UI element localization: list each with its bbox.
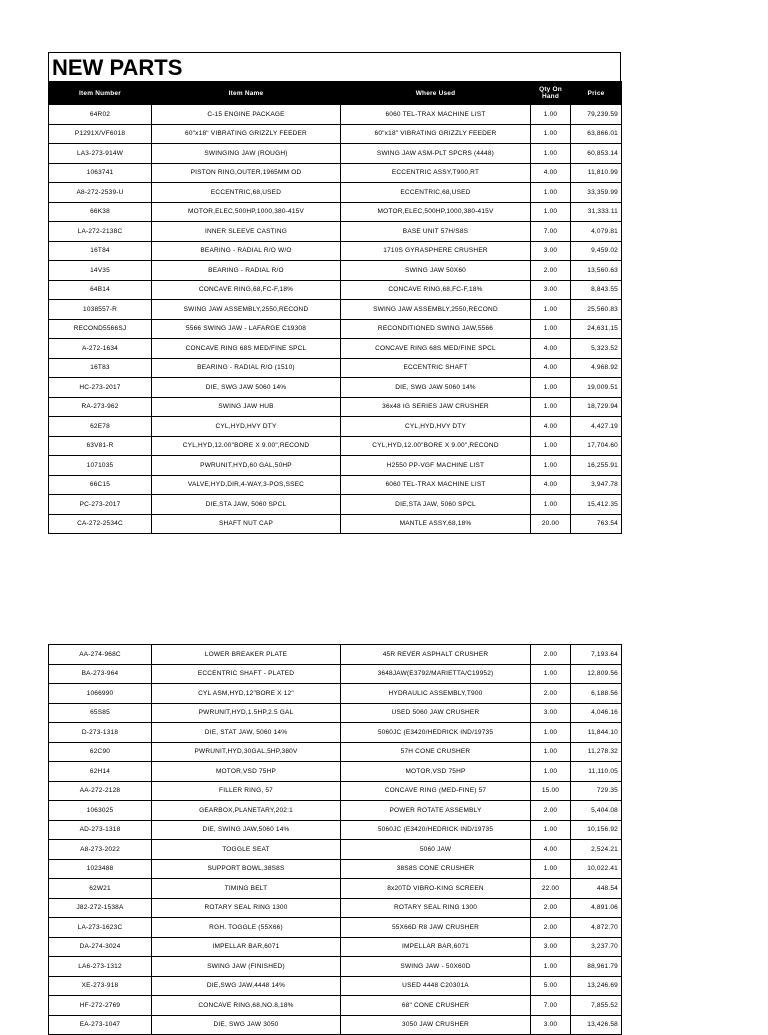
cell-qty-on-hand: 1.00 xyxy=(531,495,571,515)
cell-where-used: USED 5060 JAW CRUSHER xyxy=(341,703,531,723)
table-row xyxy=(49,105,622,125)
cell-item-number: RECOND5566SJ xyxy=(49,319,152,339)
cell-price: 11,810.99 xyxy=(571,163,622,183)
cell-qty-on-hand: 2.00 xyxy=(531,918,571,938)
table-row xyxy=(49,241,622,261)
cell-where-used: 3050 JAW CRUSHER xyxy=(341,1015,531,1035)
cell-qty-on-hand: 4.00 xyxy=(531,417,571,437)
cell-item-number: AD-273-1318 xyxy=(49,820,152,840)
cell-price: 6,188.56 xyxy=(571,684,622,704)
cell-item-number: 1071035 xyxy=(49,456,152,476)
table-row xyxy=(49,358,622,378)
cell-item-name: SHAFT NUT CAP xyxy=(152,514,341,534)
cell-item-number: 62C90 xyxy=(49,742,152,762)
table-row xyxy=(49,918,622,938)
table-row xyxy=(49,859,622,879)
cell-item-name: CONCAVE RING,68,NO.8,18% xyxy=(152,996,341,1016)
table-row xyxy=(49,183,622,203)
cell-item-number: XE-273-918 xyxy=(49,976,152,996)
cell-where-used: 5060JC (E3420/HEDRICK IND/19735 xyxy=(341,723,531,743)
cell-item-name: LOWER BREAKER PLATE xyxy=(152,645,341,665)
cell-item-number: A8-273-2022 xyxy=(49,840,152,860)
header-where-used: Where Used xyxy=(341,82,531,105)
cell-price: 4,046.16 xyxy=(571,703,622,723)
cell-where-used: 6060 TEL-TRAX MACHINE LIST xyxy=(341,105,531,125)
cell-where-used: CONCAVE RING 68S MED/FINE SPCL xyxy=(341,339,531,359)
table-row xyxy=(49,840,622,860)
table-row xyxy=(49,781,622,801)
cell-where-used: 38S8S CONE CRUSHER xyxy=(341,859,531,879)
cell-item-name: BEARING - RADIAL R/O (1510) xyxy=(152,358,341,378)
cell-item-name: DIE, SWG JAW 5060 14% xyxy=(152,378,341,398)
cell-item-number: 66C15 xyxy=(49,475,152,495)
cell-where-used: RECONDITIONED SWING JAW,5566 xyxy=(341,319,531,339)
cell-price: 7,855.52 xyxy=(571,996,622,1016)
cell-where-used: 57H CONE CRUSHER xyxy=(341,742,531,762)
cell-item-number: RA-273-962 xyxy=(49,397,152,417)
cell-item-name: 5566 SWING JAW - LAFARGE C19308 xyxy=(152,319,341,339)
cell-qty-on-hand: 7.00 xyxy=(531,222,571,242)
cell-price: 5,323.52 xyxy=(571,339,622,359)
page-title: NEW PARTS xyxy=(48,52,621,81)
cell-where-used: 6060 TEL-TRAX MACHINE LIST xyxy=(341,475,531,495)
cell-item-number: J82-272-1538A xyxy=(49,898,152,918)
cell-qty-on-hand: 2.00 xyxy=(531,261,571,281)
cell-price: 88,961.79 xyxy=(571,957,622,977)
cell-item-number: 63V81-R xyxy=(49,436,152,456)
cell-price: 4,427.19 xyxy=(571,417,622,437)
table-row xyxy=(49,514,622,534)
cell-qty-on-hand: 2.00 xyxy=(531,645,571,665)
cell-price: 79,239.59 xyxy=(571,105,622,125)
cell-where-used: 45R REVER ASPHALT CRUSHER xyxy=(341,645,531,665)
table-row xyxy=(49,319,622,339)
header-price: Price xyxy=(571,82,622,105)
cell-price: 25,560.83 xyxy=(571,300,622,320)
cell-item-name: C-15 ENGINE PACKAGE xyxy=(152,105,341,125)
cell-price: 5,404.08 xyxy=(571,801,622,821)
table-row xyxy=(49,339,622,359)
cell-item-number: BA-273-964 xyxy=(49,664,152,684)
cell-item-number: LA-273-1623C xyxy=(49,918,152,938)
cell-qty-on-hand: 1.00 xyxy=(531,183,571,203)
cell-price: 2,524.21 xyxy=(571,840,622,860)
cell-item-name: PISTON RING,OUTER,1965MM OD xyxy=(152,163,341,183)
cell-where-used: BASE UNIT 57H/S8S xyxy=(341,222,531,242)
parts-sheet-2 xyxy=(48,644,621,1035)
table-row xyxy=(49,124,622,144)
cell-qty-on-hand: 3.00 xyxy=(531,280,571,300)
cell-where-used: POWER ROTATE ASSEMBLY xyxy=(341,801,531,821)
table-row xyxy=(49,378,622,398)
header-item-number: Item Number xyxy=(49,82,152,105)
cell-where-used: MOTOR,ELEC,500HP,1000,380-415V xyxy=(341,202,531,222)
cell-price: 4,872.70 xyxy=(571,918,622,938)
cell-item-name: ECCENTRIC SHAFT - PLATED xyxy=(152,664,341,684)
header-qty-on-hand: Qty On Hand xyxy=(531,82,571,105)
cell-price: 448.54 xyxy=(571,879,622,899)
cell-item-name: PWRUNIT,HYD,60 GAL,50HP xyxy=(152,456,341,476)
cell-item-name: DIE,SWG JAW,4448 14% xyxy=(152,976,341,996)
cell-qty-on-hand: 5.00 xyxy=(531,976,571,996)
cell-price: 4,891.06 xyxy=(571,898,622,918)
cell-qty-on-hand: 1.00 xyxy=(531,397,571,417)
cell-price: 19,009.51 xyxy=(571,378,622,398)
cell-qty-on-hand: 7.00 xyxy=(531,996,571,1016)
cell-where-used: SWING JAW 50X60 xyxy=(341,261,531,281)
cell-where-used: 1710S GYRASPHERE CRUSHER xyxy=(341,241,531,261)
cell-qty-on-hand: 1.00 xyxy=(531,319,571,339)
cell-item-name: DIE,STA JAW, 5060 SPCL xyxy=(152,495,341,515)
cell-item-number: 1023488 xyxy=(49,859,152,879)
cell-item-name: INNER SLEEVE CASTING xyxy=(152,222,341,242)
table-row xyxy=(49,163,622,183)
cell-price: 8,843.55 xyxy=(571,280,622,300)
cell-item-name: SWING JAW ASSEMBLY,2550,RECOND xyxy=(152,300,341,320)
table-row xyxy=(49,456,622,476)
table-row xyxy=(49,703,622,723)
cell-item-number: PC-273-2017 xyxy=(49,495,152,515)
cell-price: 9,459.02 xyxy=(571,241,622,261)
cell-qty-on-hand: 4.00 xyxy=(531,475,571,495)
table-row xyxy=(49,723,622,743)
table-row xyxy=(49,202,622,222)
table-row xyxy=(49,664,622,684)
table-row xyxy=(49,801,622,821)
cell-qty-on-hand: 20.00 xyxy=(531,514,571,534)
cell-item-name: GEARBOX,PLANETARY,202:1 xyxy=(152,801,341,821)
cell-price: 13,560.63 xyxy=(571,261,622,281)
cell-item-name: TOGGLE SEAT xyxy=(152,840,341,860)
cell-where-used: 55X66D R8 JAW CRUSHER xyxy=(341,918,531,938)
cell-item-number: D-273-1318 xyxy=(49,723,152,743)
cell-item-name: PWRUNIT,HYD,1.5HP,2.5 GAL xyxy=(152,703,341,723)
cell-qty-on-hand: 4.00 xyxy=(531,358,571,378)
cell-qty-on-hand: 1.00 xyxy=(531,436,571,456)
parts-table-2 xyxy=(48,644,622,1035)
cell-item-name: CYL ASM,HYD,12"BORE X 12" xyxy=(152,684,341,704)
cell-item-number: LA-272-2138C xyxy=(49,222,152,242)
cell-price: 15,412.35 xyxy=(571,495,622,515)
cell-item-number: A8-272-2539-U xyxy=(49,183,152,203)
cell-item-name: 60"x18" VIBRATING GRIZZLY FEEDER xyxy=(152,124,341,144)
cell-item-number: LA6-273-1312 xyxy=(49,957,152,977)
cell-where-used: SWING JAW ASSEMBLY,2550,RECOND xyxy=(341,300,531,320)
cell-where-used: ECCENTRIC SHAFT xyxy=(341,358,531,378)
cell-item-name: ECCENTRIC,68,USED xyxy=(152,183,341,203)
table-row xyxy=(49,300,622,320)
cell-qty-on-hand: 2.00 xyxy=(531,684,571,704)
cell-price: 4,079.81 xyxy=(571,222,622,242)
cell-item-number: 16T83 xyxy=(49,358,152,378)
table-row xyxy=(49,222,622,242)
cell-qty-on-hand: 1.00 xyxy=(531,124,571,144)
cell-item-number: 1066990 xyxy=(49,684,152,704)
cell-qty-on-hand: 1.00 xyxy=(531,820,571,840)
cell-item-name: SWING JAW HUB xyxy=(152,397,341,417)
cell-where-used: 8x20TD VIBRO-KING SCREEN xyxy=(341,879,531,899)
table-row xyxy=(49,417,622,437)
cell-item-number: A-272-1634 xyxy=(49,339,152,359)
cell-qty-on-hand: 1.00 xyxy=(531,762,571,782)
cell-where-used: MOTOR,VSD 75HP xyxy=(341,762,531,782)
cell-item-name: CONCAVE RING,68,FC-F,18% xyxy=(152,280,341,300)
table-row xyxy=(49,976,622,996)
cell-item-number: CA-272-2534C xyxy=(49,514,152,534)
cell-item-name: CONCAVE RING 68S MED/FINE SPCL xyxy=(152,339,341,359)
table-row xyxy=(49,742,622,762)
parts-table-1 xyxy=(48,81,622,534)
cell-qty-on-hand: 3.00 xyxy=(531,241,571,261)
cell-item-number: 16T84 xyxy=(49,241,152,261)
cell-item-number: 1063741 xyxy=(49,163,152,183)
cell-where-used: HYDRAULIC ASSEMBLY,T900 xyxy=(341,684,531,704)
cell-price: 10,156.92 xyxy=(571,820,622,840)
cell-where-used: ECCENTRIC,68,USED xyxy=(341,183,531,203)
cell-item-number: 62H14 xyxy=(49,762,152,782)
table-row xyxy=(49,397,622,417)
cell-qty-on-hand: 3.00 xyxy=(531,1015,571,1035)
cell-qty-on-hand: 1.00 xyxy=(531,105,571,125)
cell-item-name: MOTOR,VSD 75HP xyxy=(152,762,341,782)
table-row xyxy=(49,820,622,840)
cell-where-used: 5060JC (E3420/HEDRICK IND/19735 xyxy=(341,820,531,840)
cell-where-used: 3648JAW(E3792/MARIETTA/C19952) xyxy=(341,664,531,684)
cell-where-used: USED 4448 C20301A xyxy=(341,976,531,996)
table-row xyxy=(49,436,622,456)
table-row xyxy=(49,495,622,515)
table-row xyxy=(49,1015,622,1035)
cell-qty-on-hand: 2.00 xyxy=(531,898,571,918)
cell-price: 11,110.05 xyxy=(571,762,622,782)
cell-item-number: 64R02 xyxy=(49,105,152,125)
cell-qty-on-hand: 3.00 xyxy=(531,703,571,723)
cell-price: 63,866.01 xyxy=(571,124,622,144)
table-row xyxy=(49,879,622,899)
cell-where-used: CONCAVE RING,68,FC-F,18% xyxy=(341,280,531,300)
table-body-2 xyxy=(49,645,622,1035)
cell-price: 60,853.14 xyxy=(571,144,622,164)
cell-qty-on-hand: 22.00 xyxy=(531,879,571,899)
table-row xyxy=(49,937,622,957)
cell-price: 18,729.94 xyxy=(571,397,622,417)
table-row xyxy=(49,261,622,281)
cell-qty-on-hand: 1.00 xyxy=(531,957,571,977)
cell-qty-on-hand: 1.00 xyxy=(531,144,571,164)
cell-item-name: PWRUNIT,HYD,30GAL,5HP,380V xyxy=(152,742,341,762)
header-row xyxy=(49,82,622,105)
parts-sheet-1 xyxy=(48,52,621,534)
cell-item-number: 62E78 xyxy=(49,417,152,437)
cell-where-used: ROTARY SEAL RING 1300 xyxy=(341,898,531,918)
cell-item-name: ROTARY SEAL RING 1300 xyxy=(152,898,341,918)
cell-item-number: AA-274-968C xyxy=(49,645,152,665)
cell-item-number: HF-272-2769 xyxy=(49,996,152,1016)
cell-price: 17,704.60 xyxy=(571,436,622,456)
cell-item-name: VALVE,HYD,DIR,4-WAY,3-POS,SSEC xyxy=(152,475,341,495)
cell-price: 33,359.99 xyxy=(571,183,622,203)
cell-item-number: AA-272-2128 xyxy=(49,781,152,801)
cell-where-used: 68" CONE CRUSHER xyxy=(341,996,531,1016)
table-body-1 xyxy=(49,105,622,534)
cell-item-name: TIMING BELT xyxy=(152,879,341,899)
cell-qty-on-hand: 4.00 xyxy=(531,163,571,183)
table-row xyxy=(49,996,622,1016)
cell-item-name: FILLER RING, 57 xyxy=(152,781,341,801)
cell-where-used: CYL,HYD,HVY DTY xyxy=(341,417,531,437)
cell-qty-on-hand: 4.00 xyxy=(531,840,571,860)
cell-price: 16,255.91 xyxy=(571,456,622,476)
cell-item-name: MOTOR,ELEC,500HP,1000,380-415V xyxy=(152,202,341,222)
cell-qty-on-hand: 15.00 xyxy=(531,781,571,801)
cell-qty-on-hand: 1.00 xyxy=(531,300,571,320)
cell-item-name: CYL,HYD,HVY DTY xyxy=(152,417,341,437)
cell-qty-on-hand: 2.00 xyxy=(531,801,571,821)
cell-item-number: P1291X/VF6018 xyxy=(49,124,152,144)
cell-where-used: 5060 JAW xyxy=(341,840,531,860)
header-item-name: Item Name xyxy=(152,82,341,105)
cell-qty-on-hand: 1.00 xyxy=(531,378,571,398)
cell-item-number: 64B14 xyxy=(49,280,152,300)
cell-where-used: CONCAVE RING (MED-FINE) 57 xyxy=(341,781,531,801)
cell-item-name: CYL,HYD,12.00"BORE X 9.00",RECOND xyxy=(152,436,341,456)
cell-price: 24,631.15 xyxy=(571,319,622,339)
table-row xyxy=(49,280,622,300)
cell-where-used: H2550 PP-VGF MACHINE LIST xyxy=(341,456,531,476)
cell-item-number: 62W21 xyxy=(49,879,152,899)
cell-where-used: DIE, SWG JAW 5060 14% xyxy=(341,378,531,398)
cell-item-name: BEARING - RADIAL R/O xyxy=(152,261,341,281)
cell-price: 10,022.41 xyxy=(571,859,622,879)
cell-price: 13,246.69 xyxy=(571,976,622,996)
cell-price: 4,968.92 xyxy=(571,358,622,378)
cell-item-name: SWING JAW (FINISHED) xyxy=(152,957,341,977)
cell-price: 3,947.78 xyxy=(571,475,622,495)
cell-item-number: 14V35 xyxy=(49,261,152,281)
cell-price: 11,278.32 xyxy=(571,742,622,762)
cell-item-name: DIE, STAT JAW, 5060 14% xyxy=(152,723,341,743)
cell-price: 31,333.11 xyxy=(571,202,622,222)
cell-item-number: 65S85 xyxy=(49,703,152,723)
table-row xyxy=(49,898,622,918)
cell-item-number: 66K38 xyxy=(49,202,152,222)
cell-qty-on-hand: 3.00 xyxy=(531,937,571,957)
cell-qty-on-hand: 1.00 xyxy=(531,742,571,762)
cell-qty-on-hand: 1.00 xyxy=(531,859,571,879)
cell-where-used: IMPELLAR BAR,6071 xyxy=(341,937,531,957)
cell-where-used: SWING JAW ASM-PLT SPCRS (4448) xyxy=(341,144,531,164)
cell-item-name: SWINGING JAW (ROUGH) xyxy=(152,144,341,164)
cell-item-number: LA3-273-914W xyxy=(49,144,152,164)
cell-qty-on-hand: 1.00 xyxy=(531,456,571,476)
cell-item-name: DIE, SWG JAW 3050 xyxy=(152,1015,341,1035)
cell-price: 7,193.64 xyxy=(571,645,622,665)
cell-price: 11,844.10 xyxy=(571,723,622,743)
table-row xyxy=(49,144,622,164)
table-row xyxy=(49,762,622,782)
cell-qty-on-hand: 4.00 xyxy=(531,339,571,359)
cell-item-name: IMPELLAR BAR,6071 xyxy=(152,937,341,957)
table-row xyxy=(49,684,622,704)
table-row xyxy=(49,957,622,977)
cell-price: 3,237.70 xyxy=(571,937,622,957)
cell-where-used: 60"x18" VIBRATING GRIZZLY FEEDER xyxy=(341,124,531,144)
cell-price: 763.54 xyxy=(571,514,622,534)
cell-where-used: SWING JAW - 50X60D xyxy=(341,957,531,977)
cell-item-number: 1063025 xyxy=(49,801,152,821)
table-row xyxy=(49,475,622,495)
cell-item-name: SUPPORT BOWL,38S8S xyxy=(152,859,341,879)
cell-price: 729.35 xyxy=(571,781,622,801)
cell-price: 12,809.56 xyxy=(571,664,622,684)
cell-qty-on-hand: 1.00 xyxy=(531,664,571,684)
cell-where-used: MANTLE ASSY,68,18% xyxy=(341,514,531,534)
cell-qty-on-hand: 1.00 xyxy=(531,723,571,743)
cell-item-number: HC-273-2017 xyxy=(49,378,152,398)
cell-item-name: BEARING - RADIAL R/O W/O xyxy=(152,241,341,261)
cell-item-number: DA-274-3024 xyxy=(49,937,152,957)
cell-item-name: DIE, SWING JAW,5060 14% xyxy=(152,820,341,840)
table-row xyxy=(49,645,622,665)
cell-price: 13,426.58 xyxy=(571,1015,622,1035)
cell-where-used: ECCENTRIC ASSY,T900,RT xyxy=(341,163,531,183)
cell-item-name: RGH. TOGGLE (55X66) xyxy=(152,918,341,938)
cell-where-used: DIE,STA JAW, 5060 SPCL xyxy=(341,495,531,515)
cell-qty-on-hand: 1.00 xyxy=(531,202,571,222)
cell-item-number: 1038557-R xyxy=(49,300,152,320)
cell-where-used: 36x48 IG SERIES JAW CRUSHER xyxy=(341,397,531,417)
cell-item-number: EA-273-1047 xyxy=(49,1015,152,1035)
cell-where-used: CYL,HYD,12.00"BORE X 9.00",RECOND xyxy=(341,436,531,456)
